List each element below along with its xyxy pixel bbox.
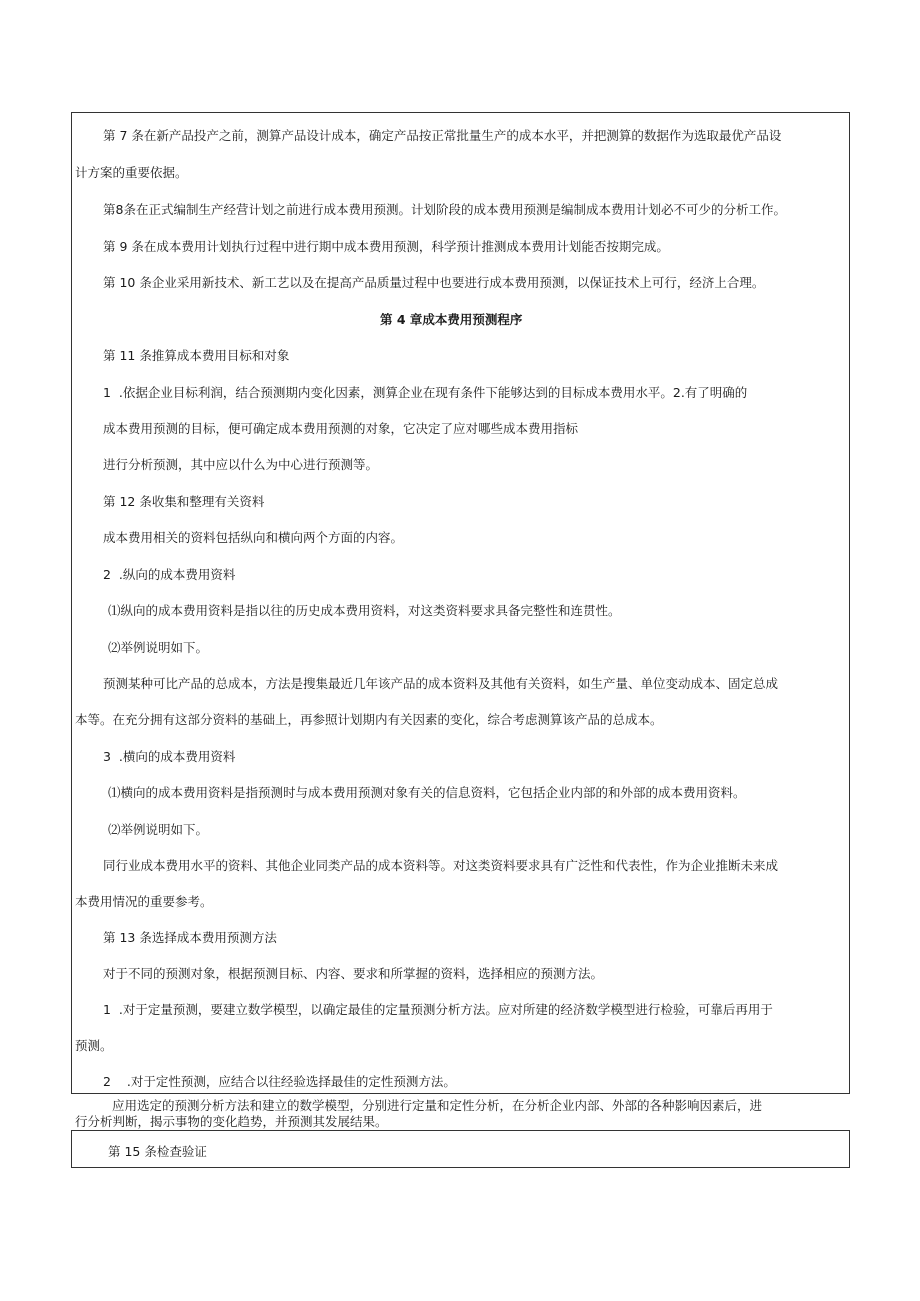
article-12-section-3-item-1: ⑴横向的成本费用资料是指预测时与成本费用预测对象有关的信息资料，它包括企业内部的和外部的成本费用资料。 [108,785,746,800]
article-11-item-1-line-3: 进行分析预测，其中应以什么为中心进行预测等。 [103,457,379,472]
article-15-title: 第 15 条检查验证 [108,1144,207,1159]
article-12-section-3-item-2: ⑵举例说明如下。 [108,822,209,837]
article-12-intro: 成本费用相关的资料包括纵向和横向两个方面的内容。 [103,530,404,545]
article-12-section-3: 3 .横向的成本费用资料 [103,749,236,764]
chapter-4-heading: 第 4 章成本费用预测程序 [380,312,523,327]
article-11-title: 第 11 条推算成本费用目标和对象 [103,348,290,363]
article-12-example-1-line-1: 预测某种可比产品的总成本，方法是搜集最近几年该产品的成本资料及其他有关资料，如生产量、单位变动成本、固定总成 [103,676,779,691]
article-12-section-2: 2 .纵向的成本费用资料 [103,567,236,582]
article-8: 第8条在正式编制生产经营计划之前进行成本费用预测。计划阶段的成本费用预测是编制成本费用计划必不可少的分析工作。 [103,202,786,217]
article-13-item-1-line-2: 预测。 [75,1038,113,1053]
article-7-line-2: 计方案的重要依据。 [75,165,188,180]
article-13-item-2: 2 .对于定性预测，应结合以往经验选择最佳的定性预测方法。 [103,1074,456,1089]
article-11-item-1-line-1: 1 .依据企业目标利润，结合预测期内变化因素，测算企业在现有条件下能够达到的目标成本费用水平。2.有了明确的 [103,385,748,400]
article-12-example-1-line-2: 本等。在充分拥有这部分资料的基础上，再参照计划期内有关因素的变化，综合考虑测算该产品的总成本。 [75,712,663,727]
article-7-line-1: 第 7 条在新产品投产之前，测算产品设计成本，确定产品按正常批量生产的成本水平，并把测算的数据作为选取最优产品设 [103,128,782,143]
article-12-example-2-line-2: 本费用情况的重要参考。 [75,894,213,909]
article-9: 第 9 条在成本费用计划执行过程中进行期中成本费用预测，科学预计推测成本费用计划能否按期完成。 [103,239,669,254]
outside-paragraph-line-1: 应用选定的预测分析方法和建立的数学模型，分别进行定量和定性分析，在分析企业内部、外部的各种影响因素后，进 [112,1098,763,1113]
article-12-title: 第 12 条收集和整理有关资料 [103,494,265,509]
article-13-item-1-line-1: 1 .对于定量预测，要建立数学模型，以确定最佳的定量预测分析方法。应对所建的经济数学模型进行检验，可靠后再用于 [103,1002,773,1017]
article-12-section-2-item-2: ⑵举例说明如下。 [108,640,209,655]
article-10: 第 10 条企业采用新技术、新工艺以及在提高产品质量过程中也要进行成本费用预测，以保证技术上可行，经济上合理。 [103,275,765,290]
article-13-intro: 对于不同的预测对象，根据预测目标、内容、要求和所掌握的资料，选择相应的预测方法。 [103,966,604,981]
article-12-example-2-line-1: 同行业成本费用水平的资料、其他企业同类产品的成本资料等。对这类资料要求具有广泛性和代表性，作为企业推断未来成 [103,858,779,873]
outside-paragraph-line-2: 行分析判断，揭示事物的变化趋势，并预测其发展结果。 [75,1114,388,1129]
article-11-item-1-line-2: 成本费用预测的目标，便可确定成本费用预测的对象，它决定了应对哪些成本费用指标 [103,421,579,436]
article-12-section-2-item-1: ⑴纵向的成本费用资料是指以往的历史成本费用资料，对这类资料要求具备完整性和连贯性。 [108,603,621,618]
article-13-title: 第 13 条选择成本费用预测方法 [103,930,277,945]
